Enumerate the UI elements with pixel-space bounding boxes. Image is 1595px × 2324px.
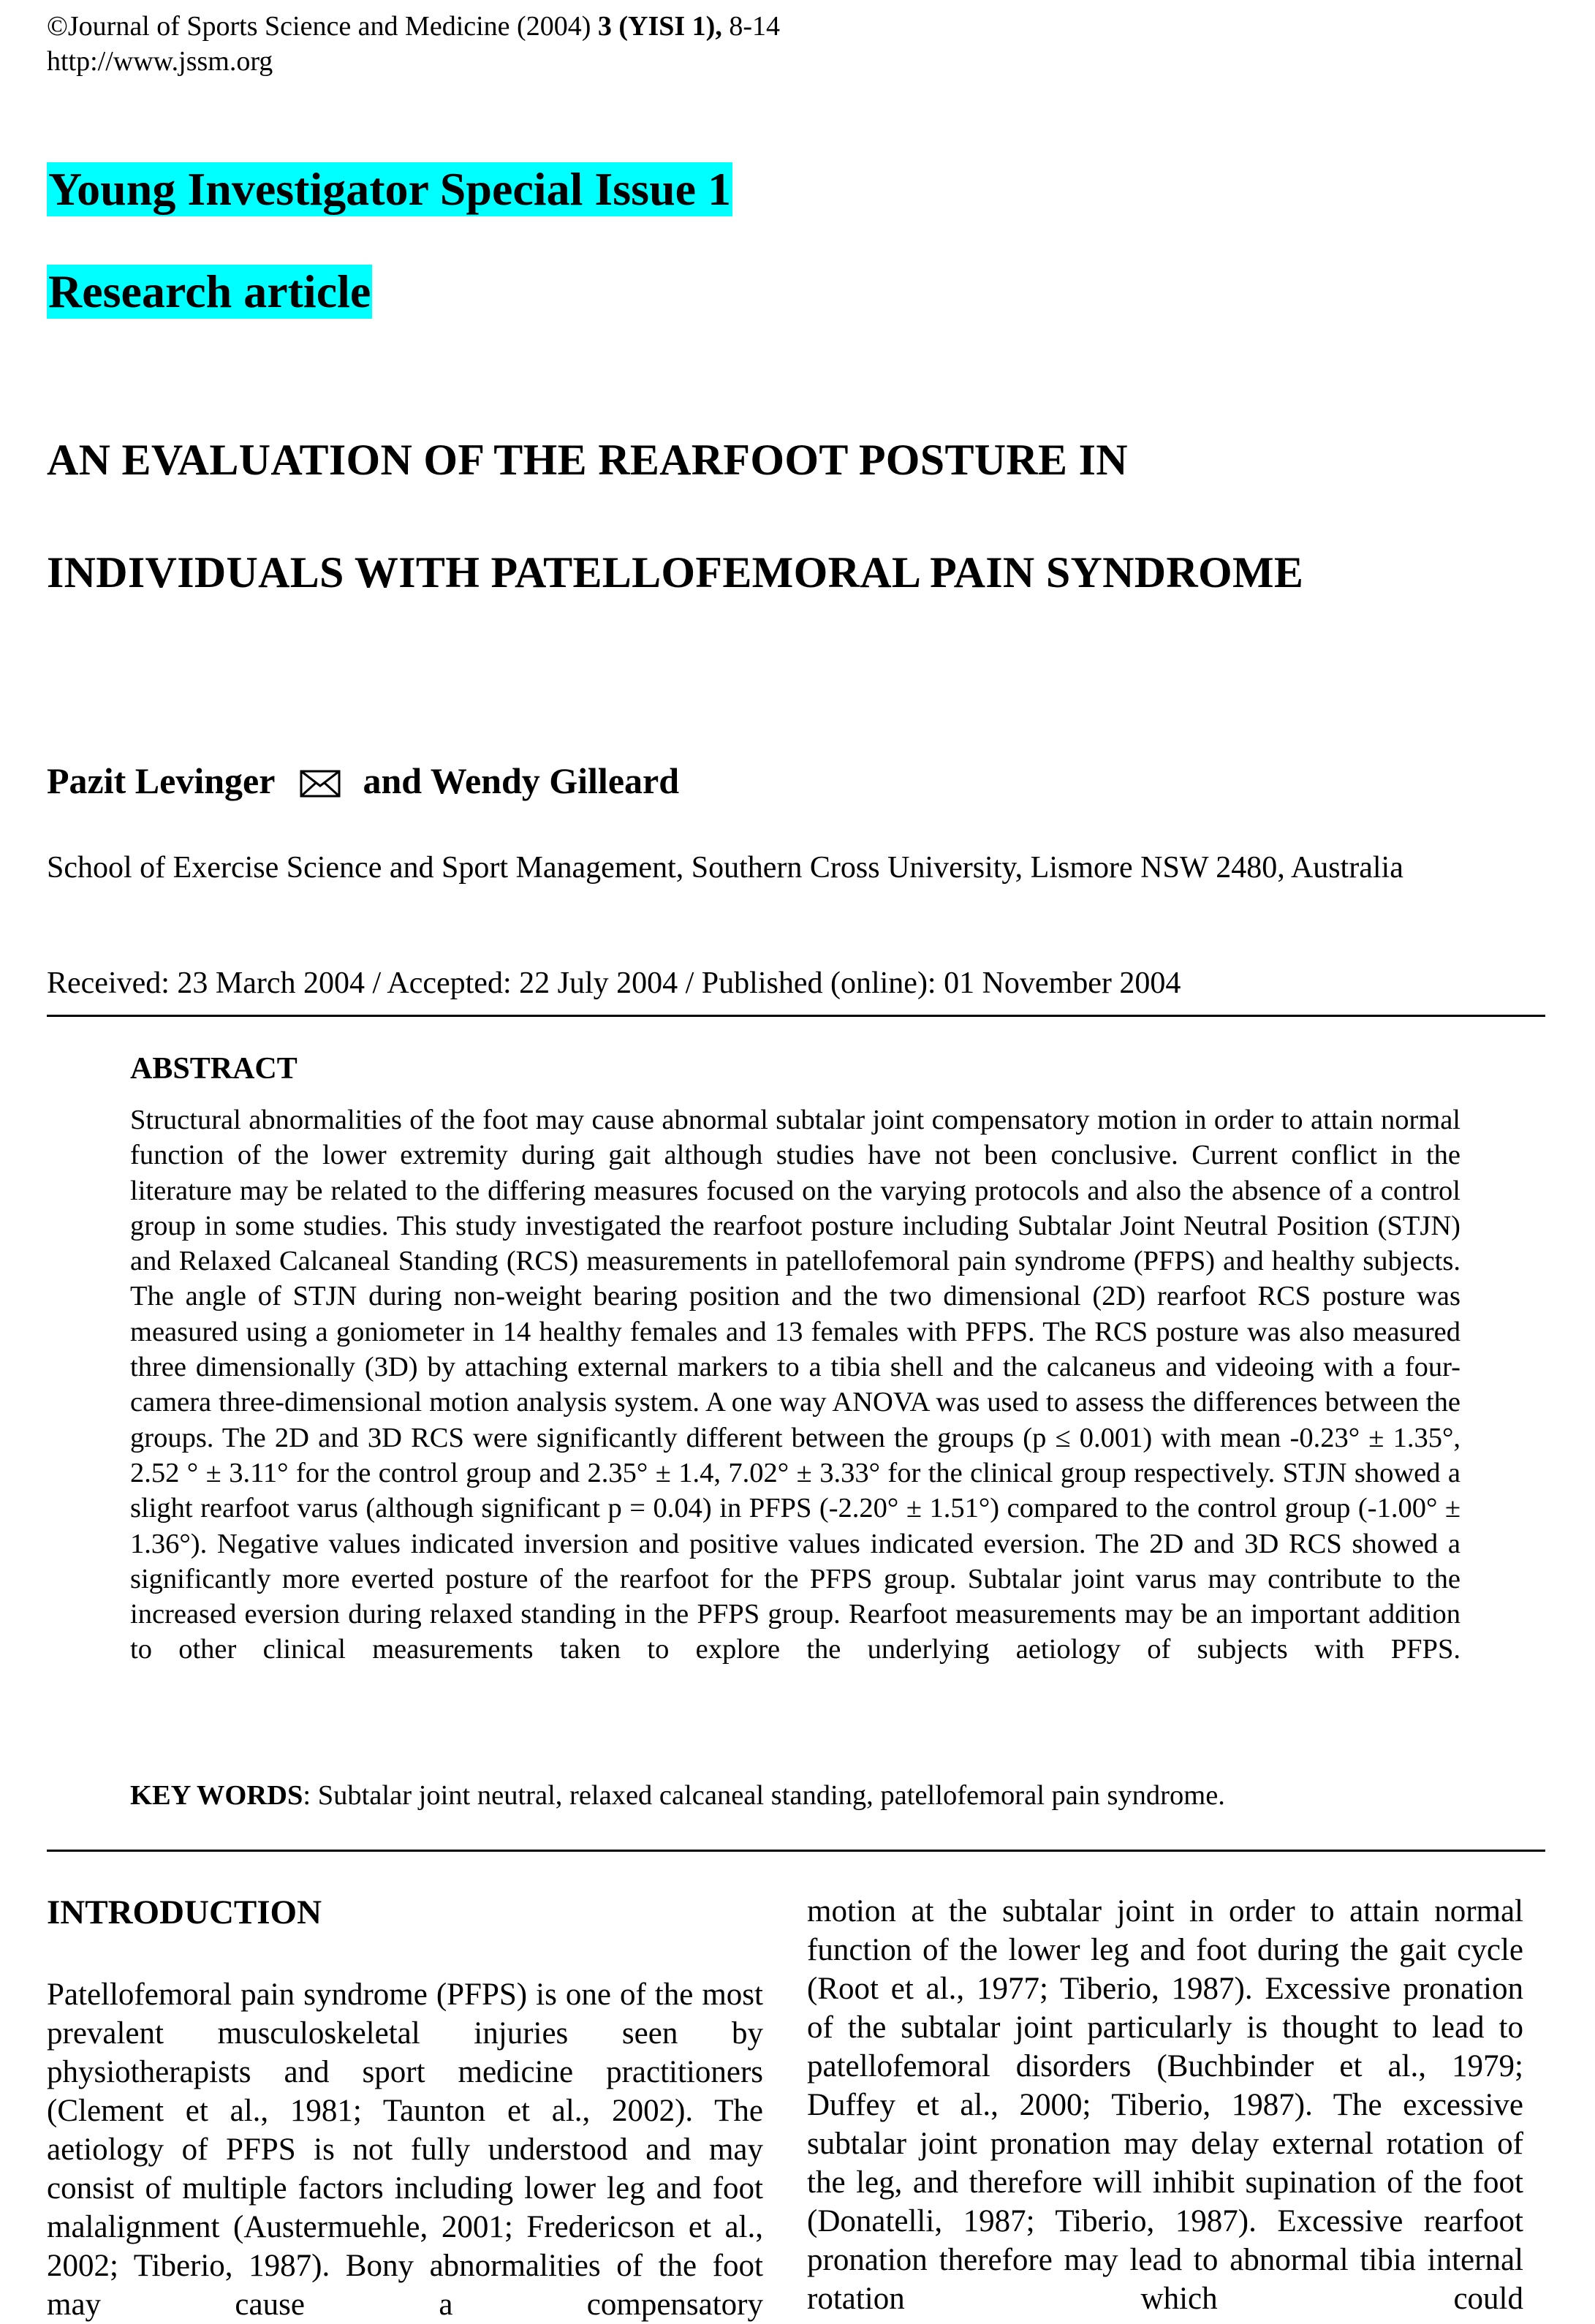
author-name-2: and Wendy Gilleard: [363, 760, 680, 801]
divider-bottom: [47, 1850, 1545, 1852]
author-line: [47, 759, 679, 807]
keywords: [130, 1778, 1519, 1813]
intro-column-left: Patellofemoral pain syndrome (PFPS) is one of the most prevalent musculoskeletal injuries seen by physiotherapists and sport medicine practitioners (Clement et al., 1981; Taunton et al., 2002). The aetiology of PFPS is not fully understood and may consist of multiple factors including lower leg and foot malalignment (Austermuehle, 2001; Fredericson et al., 2002; Tiberio, 1987). Bony abnormalities of the foot may cause a compensatory: [47, 1977, 763, 2322]
issue-label-wrap: [47, 162, 732, 216]
abstract-text: Structural abnormalities of the foot may cause abnormal subtalar joint compensatory motion in order to attain normal function of the lower extremity during gait although studies have not been conclusive. Current conflict in the literature may be related to the differing measures focused on the varying protocols and also the absence of a control group in some studies. This study investigated the rearfoot posture including Subtalar Joint Neutral Position (STJN) and Relaxed Calcaneal Standing (RCS) measurements in patellofemoral pain syndrome (PFPS) and healthy subjects. The angle of STJN during non-weight bearing position and the two dimensional (2D) rearfoot RCS posture was measured using a goniometer in 14 healthy females and 13 females with PFPS. The RCS posture was also measured three dimensionally (3D) by attaching external markers to a tibia shell and the calcaneus and videoing with a four-camera three-dimensional motion analysis system. A one way ANOVA was used to assess the differences between the groups. The 2D and 3D RCS were significantly different between the groups (p ≤ 0.001) with mean -0.23° ± 1.35°, 2.52 ° ± 3.11° for the control group and 2.35° ± 1.4, 7.02° ± 3.33° for the clinical group respectively. STJN showed a slight rearfoot varus (although significant p = 0.04) in PFPS (-2.20° ± 1.51°) compared to the control group (-1.00° ± 1.36°). Negative values indicated inversion and positive values indicated eversion. The 2D and 3D RCS showed a significantly more everted posture of the rearfoot for the PFPS group. Subtalar joint varus may contribute to the increased eversion during relaxed standing in the PFPS group. Rearfoot measurements may be an important addition to other clinical measurements taken to explore the underlying aetiology of subjects with PFPS.: [130, 1105, 1460, 1665]
divider-top: [47, 1015, 1545, 1017]
article-type-wrap: [47, 265, 372, 319]
issue-label: Young Investigator Special Issue 1: [48, 163, 732, 215]
envelope-icon[interactable]: [300, 763, 341, 807]
journal-url[interactable]: http://www.jssm.org: [47, 46, 273, 77]
title-line-1: AN EVALUATION OF THE REARFOOT POSTURE IN: [47, 436, 1128, 484]
journal-volume: 3 (YISI 1),: [597, 11, 722, 42]
journal-citation: [47, 10, 780, 42]
keywords-text: : Subtalar joint neutral, relaxed calcaneal standing, patellofemoral pain syndrome.: [303, 1780, 1225, 1811]
journal-name: ©Journal of Sports Science and Medicine (2004): [47, 11, 598, 42]
affiliation: School of Exercise Science and Sport Management, Southern Cross University, Lismore NSW 2480, Australia: [47, 851, 1403, 885]
keywords-label: KEY WORDS: [130, 1780, 303, 1811]
article-type: Research article: [48, 265, 371, 317]
author-name-1: Pazit Levinger: [47, 760, 275, 801]
abstract-heading: ABSTRACT: [130, 1052, 298, 1086]
intro-column-right: motion at the subtalar joint in order to attain normal function of the lower leg and foot during the gait cycle (Root et al., 1977; Tiberio, 1987). Excessive pronation of the subtalar joint particularly is thought to lead to patellofemoral disorders (Buchbinder et al., 1979; Duffey et al., 2000; Tiberio, 1987). The excessive subtalar joint pronation may delay external rotation of the leg, and therefore will inhibit supination of the foot (Donatelli, 1987; Tiberio, 1987). Excessive rearfoot pronation therefore may lead to abnormal tibia internal rotation which could: [807, 1894, 1523, 2316]
publication-dates: Received: 23 March 2004 / Accepted: 22 July 2004 / Published (online): 01 November 2004: [47, 966, 1181, 1000]
journal-pages: 8-14: [721, 11, 780, 42]
title-line-2: INDIVIDUALS WITH PATELLOFEMORAL PAIN SYNDROME: [47, 548, 1304, 597]
intro-heading: INTRODUCTION: [47, 1893, 322, 1931]
